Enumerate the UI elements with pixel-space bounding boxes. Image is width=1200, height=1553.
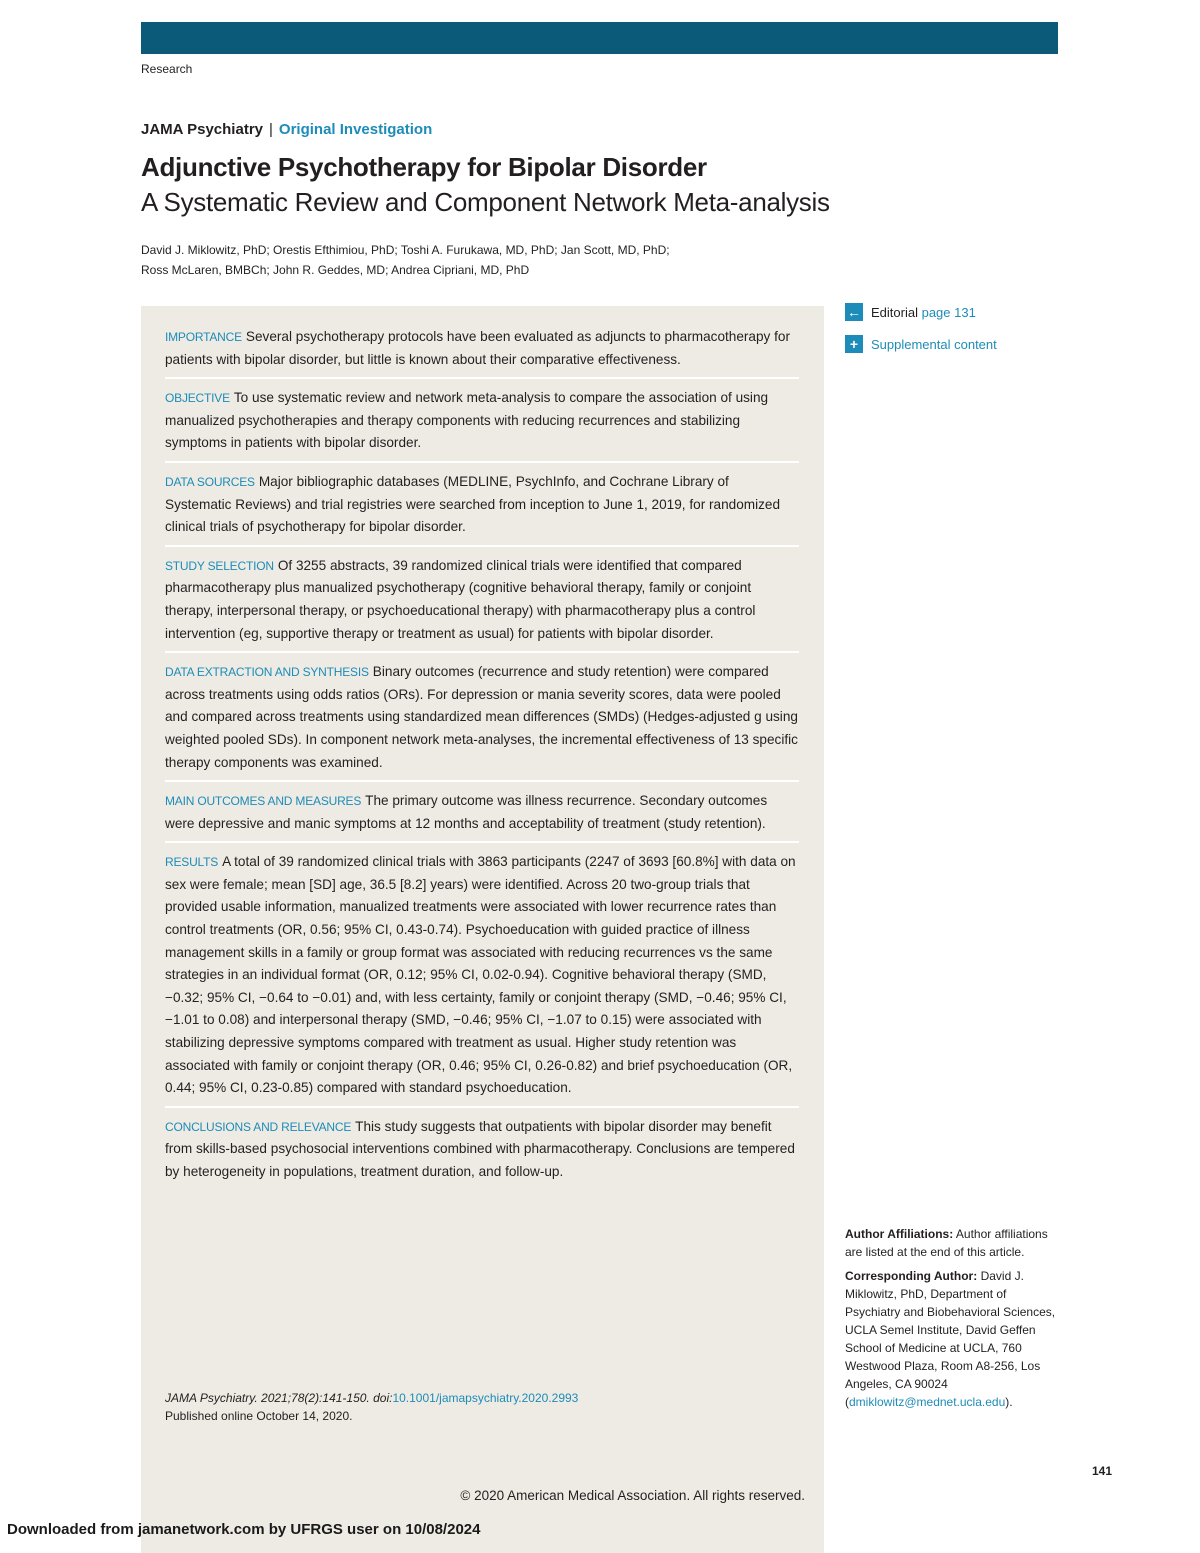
email-link[interactable]: dmiklowitz@mednet.ucla.edu	[849, 1395, 1006, 1409]
copyright: © 2020 American Medical Association. All rights reserved.	[460, 1488, 805, 1503]
conclusions-heading: CONCLUSIONS AND RELEVANCE	[165, 1119, 352, 1134]
section-label: Research	[141, 62, 193, 76]
editorial-label: Editorial	[871, 304, 918, 320]
corresponding-author	[845, 1267, 1060, 1411]
abstract-conclusions	[165, 1114, 799, 1190]
importance-text: Several psychotherapy protocols have been evaluated as adjuncts to pharmacotherapy for patients with bipolar disorder, but little is known about their comparative effectiveness.	[165, 329, 790, 367]
article-title: Adjunctive Psychotherapy for Bipolar Disorder	[141, 152, 707, 182]
author-affiliations	[845, 1225, 1060, 1261]
aff-text: Author affiliations are listed at the end of this article.	[845, 1227, 1048, 1259]
extraction-heading: DATA EXTRACTION AND SYNTHESIS	[165, 665, 369, 680]
extraction-text: Binary outcomes (recurrence and study retention) were compared across treatments using odds ratios (ORs). For depression or mania severity scores, data were pooled and compared across treatments using standardized mean differences (SMDs) (Hedges-adjusted g using weighted pooled SDs). In component network meta-analyses, the incremental effectiveness of 13 specific therapy components was examined.	[165, 664, 798, 770]
selection-heading: STUDY SELECTION	[165, 558, 274, 573]
outcomes-heading: MAIN OUTCOMES AND MEASURES	[165, 794, 362, 809]
editorial-link[interactable]	[845, 302, 997, 322]
article-subtitle: A Systematic Review and Component Network Meta-analysis	[141, 187, 830, 217]
abstract-data-extraction	[165, 659, 799, 782]
abstract-study-selection	[165, 553, 799, 653]
abstract-importance	[165, 324, 799, 379]
journal-line	[141, 121, 432, 138]
abstract-body	[165, 324, 799, 1196]
download-notice: Downloaded from jamanetwork.com by UFRGS user on 10/08/2024	[7, 1521, 481, 1538]
supplemental-link[interactable]	[845, 334, 997, 354]
author-line-2: Ross McLaren, BMBCh; John R. Geddes, MD; Andrea Cipriani, MD, PhD	[141, 263, 530, 277]
abstract-panel	[141, 306, 824, 1553]
plus-icon: +	[845, 335, 863, 353]
objective-heading: OBJECTIVE	[165, 391, 230, 406]
abstract-objective	[165, 385, 799, 463]
abstract-data-sources	[165, 469, 799, 547]
affiliations	[845, 1225, 1060, 1411]
selection-text: Of 3255 abstracts, 39 randomized clinical trials were identified that compared pharmacotherapy plus manualized psychotherapy (cognitive behavioral therapy, family or conjoint therapy, interpersonal therapy, or psychoeducational therapy) with pharmacotherapy plus a control intervention (eg, supportive therapy or treatment as usual) for patients with bipolar disorder.	[165, 557, 756, 641]
sources-heading: DATA SOURCES	[165, 474, 255, 489]
aff-heading: Author Affiliations:	[845, 1227, 954, 1241]
corr-end: ).	[1005, 1395, 1013, 1409]
sources-text: Major bibliographic databases (MEDLINE, PsychInfo, and Cochrane Library of Systematic Reviews) and trial registries were searched from inception to June 1, 2019, for randomized clinical trials of psychotherapy for bipolar disorder.	[165, 473, 781, 535]
article-type[interactable]: Original Investigation	[278, 121, 433, 138]
page-number: 141	[1092, 1464, 1113, 1478]
corr-text: David J. Miklowitz, PhD, Department of Psychiatry and Biobehavioral Sciences, UCLA Semel Institute, David Geffen School of Medicine at UCLA, 760 Westwood Plaza, Room A8-256, Los Angeles, CA 90024 (	[845, 1269, 1056, 1409]
supplemental-label[interactable]: Supplemental content	[871, 336, 997, 352]
abstract-main-outcomes	[165, 788, 799, 843]
citation-line	[165, 1389, 578, 1407]
importance-heading: IMPORTANCE	[165, 330, 242, 344]
abstract-results	[165, 849, 799, 1108]
citation	[165, 1389, 578, 1425]
objective-text: To use systematic review and network meta-analysis to compare the association of using manualized psychotherapies and therapy components with reducing recurrences and stabilizing symptoms in patients with bipolar disorder.	[165, 390, 769, 451]
author-list	[141, 240, 761, 280]
side-links	[845, 302, 997, 366]
results-text: A total of 39 randomized clinical trials with 3863 participants (2247 of 3693 [60.8%] with data on sex were female; mean [SD] age, 36.5 [8.2] years) were identified. Across 20 two-group trials that provided usable information, manualized treatments were associated with lower recurrence rates than control treatments (OR, 0.56; 95% CI, 0.43-0.74). Psychoeducation with guided practice of illness management skills in a family or group format was associated with reducing recurrences vs the same strategies in an individual format (OR, 0.12; 95% CI, 0.02-0.94). Cognitive behavioral therapy (SMD, −0.32; 95% CI, −0.64 to −0.01) and, with less certainty, family or conjoint therapy (SMD, −0.46; 95% CI, −1.01 to 0.08) and interpersonal therapy (SMD, −0.46; 95% CI, −1.07 to 0.15) were associated with stabilizing depressive symptoms compared with treatment as usual. Higher study retention was associated with family or conjoint therapy (OR, 0.46; 95% CI, 0.26-0.82) and brief psychoeducation (OR, 0.44; 95% CI, 0.23-0.85) compared with standard psychoeducation.	[165, 854, 796, 1096]
arrow-left-icon: ←	[847, 304, 861, 320]
citation-prefix: JAMA Psychiatry. 2021;78(2):141-150. doi:	[165, 1391, 393, 1405]
header-bar	[141, 22, 1058, 54]
conclusions-text: This study suggests that outpatients with bipolar disorder may benefit from skills-based psychosocial interventions combined with pharmacotherapy. Conclusions are tempered by heterogeneity in populations, treatment duration, and follow-up.	[165, 1118, 795, 1179]
corr-heading: Corresponding Author:	[845, 1269, 978, 1283]
outcomes-text: The primary outcome was illness recurrence. Secondary outcomes were depressive and manic symptoms at 12 months and acceptability of treatment (study retention).	[165, 793, 768, 831]
journal-name: JAMA Psychiatry	[141, 121, 263, 138]
author-line-1: David J. Miklowitz, PhD; Orestis Efthimiou, PhD; Toshi A. Furukawa, MD, PhD; Jan Scott, MD, PhD;	[141, 243, 670, 257]
results-heading: RESULTS	[165, 855, 219, 870]
journal-separator: |	[269, 121, 273, 138]
editorial-page[interactable]: page 131	[921, 304, 976, 320]
published-date: Published online October 14, 2020.	[165, 1409, 353, 1423]
doi-link[interactable]: 10.1001/jamapsychiatry.2020.2993	[392, 1391, 579, 1405]
